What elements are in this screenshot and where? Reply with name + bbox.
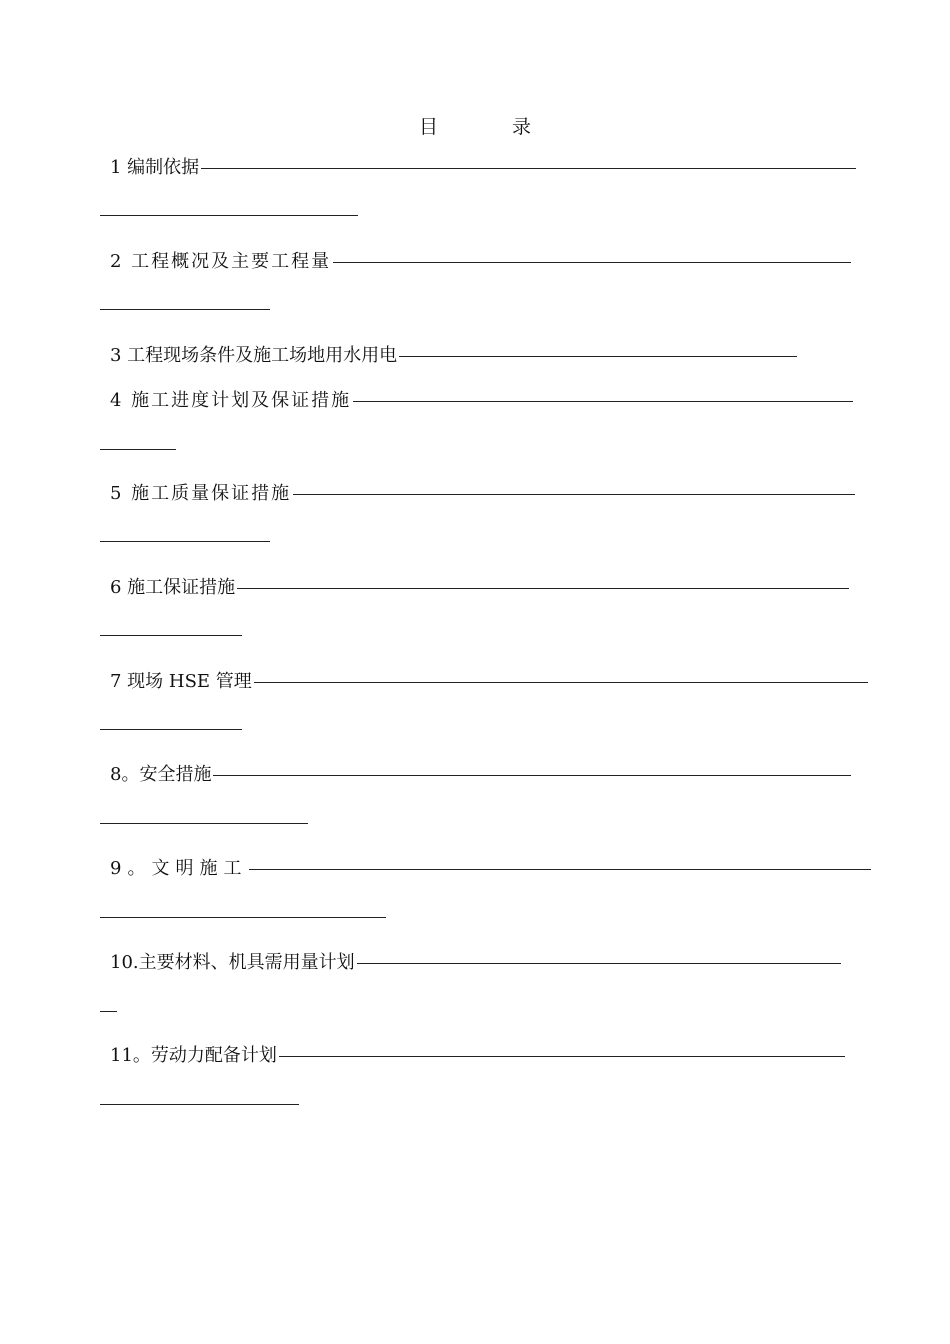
toc-entry-4 <box>110 390 870 412</box>
toc-entry-1 <box>110 157 870 179</box>
toc-leader-continuation <box>100 449 176 450</box>
toc-entry-2 <box>110 251 870 273</box>
toc-entry-8 <box>110 764 870 786</box>
toc-leader-continuation <box>100 215 358 216</box>
toc-leader-line <box>201 168 856 169</box>
toc-leader-line <box>279 1056 845 1057</box>
toc-leader-line <box>333 262 851 263</box>
toc-entry-label: 7 现场 HSE 管理 <box>110 671 252 692</box>
toc-leader-continuation <box>100 309 270 310</box>
toc-entry-label: 1 编制依据 <box>110 157 200 178</box>
toc-entry-6 <box>110 577 870 599</box>
toc-entry-label: 2 工程概况及主要工程量 <box>110 251 332 272</box>
toc-leader-continuation <box>100 729 242 730</box>
toc-title-part2: 录 <box>512 116 532 138</box>
toc-leader-line <box>357 963 841 964</box>
toc-leader-continuation <box>100 635 242 636</box>
toc-leader-continuation <box>100 1011 117 1012</box>
toc-leader-continuation <box>100 541 270 542</box>
toc-leader-line <box>353 401 853 402</box>
toc-leader-line <box>293 494 855 495</box>
toc-leader-line <box>237 588 849 589</box>
toc-title <box>0 112 950 139</box>
toc-entry-11 <box>110 1045 870 1067</box>
toc-entry-7 <box>110 671 870 693</box>
toc-leader-continuation <box>100 823 308 824</box>
toc-entry-label: 8。安全措施 <box>110 764 212 785</box>
toc-leader-line <box>249 869 871 870</box>
toc-entry-label: 3 工程现场条件及施工场地用水用电 <box>110 345 398 366</box>
toc-entry-10 <box>110 952 870 974</box>
toc-entry-label: 6 施工保证措施 <box>110 577 236 598</box>
toc-leader-line <box>213 775 851 776</box>
toc-title-part1: 目 <box>418 116 438 138</box>
toc-leader-line <box>399 356 797 357</box>
toc-entry-label: 11。劳动力配备计划 <box>110 1045 277 1066</box>
toc-entry-label: 4 施工进度计划及保证措施 <box>110 390 352 411</box>
toc-entry-5 <box>110 483 870 505</box>
toc-entry-label: 9。文明施工 <box>110 858 248 879</box>
toc-entry-9 <box>110 858 870 880</box>
toc-entry-3 <box>110 345 870 367</box>
toc-entry-label: 5 施工质量保证措施 <box>110 483 292 504</box>
toc-leader-continuation <box>100 917 386 918</box>
toc-leader-line <box>254 682 868 683</box>
toc-entry-label: 10.主要材料、机具需用量计划 <box>110 952 355 973</box>
toc-leader-continuation <box>100 1104 299 1105</box>
